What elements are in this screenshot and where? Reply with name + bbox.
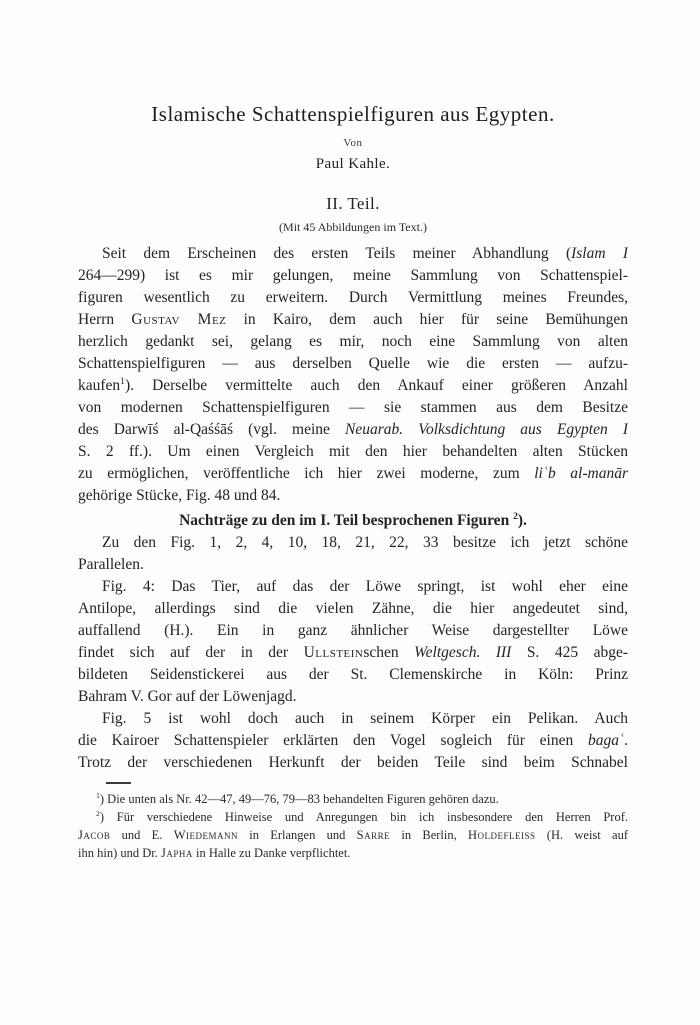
- text-run: Trotz der verschiedenen Herkunft der beiden Teile sind beim Schnabel: [78, 754, 628, 771]
- text-line: [78, 730, 628, 752]
- text-line: [78, 664, 628, 686]
- italic-term: liʿb al-manār: [534, 465, 628, 482]
- text-line: [78, 265, 628, 287]
- italic-term: Weltgesch. III: [414, 644, 512, 661]
- paragraph: [78, 708, 628, 774]
- footnote-line: [78, 844, 628, 862]
- text-line: [78, 532, 628, 554]
- italic-term: Islam I: [571, 245, 628, 262]
- text-line: [78, 686, 628, 708]
- text-run: des Darwīś al-Qaśśāś (vgl. meine: [78, 421, 346, 438]
- text-run: Zu den Fig. 1, 2, 4, 10, 18, 21, 22, 33 besitze ich jetzt schöne: [102, 534, 628, 551]
- text-run: die Kairoer Schattenspieler erklärten den Vogel sogleich für einen: [78, 732, 588, 749]
- text-run: herzlich gedankt sei, gelang es mir, noch eine Sammlung von alten: [78, 333, 628, 350]
- text-line: [78, 642, 628, 664]
- text-column: [78, 100, 628, 862]
- author-name: Paul Kahle.: [315, 156, 391, 172]
- text-run: ). Derselbe vermittelte auch den Ankauf einer größeren Anzahl: [124, 377, 628, 394]
- text-run: ) Für verschiedene Hinweise und Anregungen bin ich insbesondere den Herren Prof.: [99, 810, 628, 824]
- byline-label: Von: [343, 137, 363, 149]
- text-run: (H. weist auf: [535, 828, 628, 842]
- text-run: Seit dem Erscheinen des ersten Teils meiner Abhandlung (: [102, 245, 572, 262]
- text-line: [78, 620, 628, 642]
- small-caps-name: Wiedemann: [173, 828, 238, 842]
- text-run: in Halle zu Danke verpflichtet.: [192, 846, 351, 860]
- part-heading: II. Teil.: [326, 194, 380, 213]
- text-line: [78, 485, 628, 507]
- small-caps-name: Japha: [160, 846, 193, 860]
- text-run: S. 425 abge-: [511, 644, 628, 661]
- text-run: in Erlangen und: [237, 828, 357, 842]
- page-title: Islamische Schattenspielfiguren aus Egypten.: [151, 102, 555, 126]
- text-run: schen: [363, 644, 415, 661]
- text-run: ihn hin) und Dr.: [78, 846, 161, 860]
- footnote-line: [78, 808, 628, 826]
- text-run: Herrn: [78, 311, 132, 328]
- text-run: Bahram V. Gor auf der Löwenjagd.: [78, 688, 297, 705]
- text-line: [78, 554, 628, 576]
- small-caps-name: Sarre: [356, 828, 391, 842]
- section-heading-line: [78, 510, 628, 532]
- text-run: von modernen Schattenspielfiguren — sie stammen aus dem Besitze: [78, 399, 628, 416]
- text-line: [78, 463, 628, 485]
- text-run: Fig. 4: Das Tier, auf das der Löwe springt, ist wohl eher eine: [102, 578, 628, 595]
- paragraph: [78, 532, 628, 576]
- text-run: ) Die unten als Nr. 42—47, 49—76, 79—83 behandelten Figuren gehören dazu.: [99, 792, 499, 806]
- text-run: gehörige Stücke, Fig. 48 und 84.: [78, 487, 281, 504]
- text-line: [78, 708, 628, 730]
- text-run: findet sich auf der in der: [78, 644, 304, 661]
- paragraph: [78, 243, 628, 507]
- text-line: [78, 441, 628, 463]
- italic-term: bagaʿ: [587, 732, 625, 749]
- text-run: Fig. 5 ist wohl doch auch in seinem Körper ein Pelikan. Auch: [102, 710, 628, 727]
- text-line: [78, 331, 628, 353]
- text-run: bildeten Seidenstickerei aus der St. Clemenskirche in Köln: Prinz: [78, 666, 628, 683]
- text-run: Antilope, allerdings sind die vielen Zähne, die hier angedeutet sind,: [78, 600, 628, 617]
- text-line: [78, 576, 628, 598]
- text-line: [78, 375, 628, 397]
- text-run: .: [624, 732, 628, 749]
- text-run: in Kairo, dem auch hier für seine Bemühungen: [226, 311, 628, 328]
- section-heading: [78, 510, 628, 532]
- text-run: auffallend (H.). Ein in ganz ähnlicher Weise dargestellter Löwe: [78, 622, 628, 639]
- text-run: Nachträge zu den im I. Teil besprochenen Figuren: [179, 512, 514, 529]
- text-line: [78, 353, 628, 375]
- text-run: ).: [517, 512, 527, 529]
- text-run: Schattenspielfiguren — aus derselben Quelle wie die ersten — aufzu-: [78, 355, 628, 372]
- text-run: S. 2 ff.). Um einen Vergleich mit den hier behandelten alten Stücken: [78, 443, 628, 460]
- text-run: in Berlin,: [390, 828, 468, 842]
- text-line: [78, 598, 628, 620]
- footnote-separator: [106, 782, 131, 784]
- footnote-line: [78, 790, 628, 808]
- italic-term: Neuarab. Volksdichtung aus Egypten I: [345, 421, 628, 438]
- small-caps-name: Gustav Mez: [131, 311, 227, 328]
- footnote-mark: 2: [513, 510, 518, 522]
- text-run: zu ermöglichen, veröffentliche ich hier zwei moderne, zum: [78, 465, 535, 482]
- text-line: [78, 419, 628, 441]
- small-caps-name: Holdefleiss: [468, 828, 536, 842]
- text-run: figuren wesentlich zu erweitern. Durch Vermittlung meines Freundes,: [78, 289, 628, 306]
- text-run: und E.: [110, 828, 174, 842]
- text-line: [78, 243, 628, 265]
- text-line: [78, 287, 628, 309]
- footnote-line: [78, 826, 628, 844]
- illustrations-note: (Mit 45 Abbildungen im Text.): [279, 220, 427, 234]
- text-line: [78, 752, 628, 774]
- body-text: [78, 243, 628, 774]
- footnote-mark: 1: [96, 790, 100, 800]
- text-run: Parallelen.: [78, 556, 144, 573]
- text-run: kaufen: [78, 377, 121, 394]
- text-run: 264—299) ist es mir gelungen, meine Sammlung von Schattenspiel-: [78, 267, 628, 284]
- small-caps-name: Ullstein: [303, 644, 364, 661]
- footnote-mark: 1: [120, 375, 125, 387]
- text-line: [78, 309, 628, 331]
- paragraph: [78, 576, 628, 708]
- footnotes: [78, 790, 628, 862]
- text-line: [78, 397, 628, 419]
- small-caps-name: Jacob: [78, 828, 111, 842]
- footnote-mark: 2: [96, 808, 100, 818]
